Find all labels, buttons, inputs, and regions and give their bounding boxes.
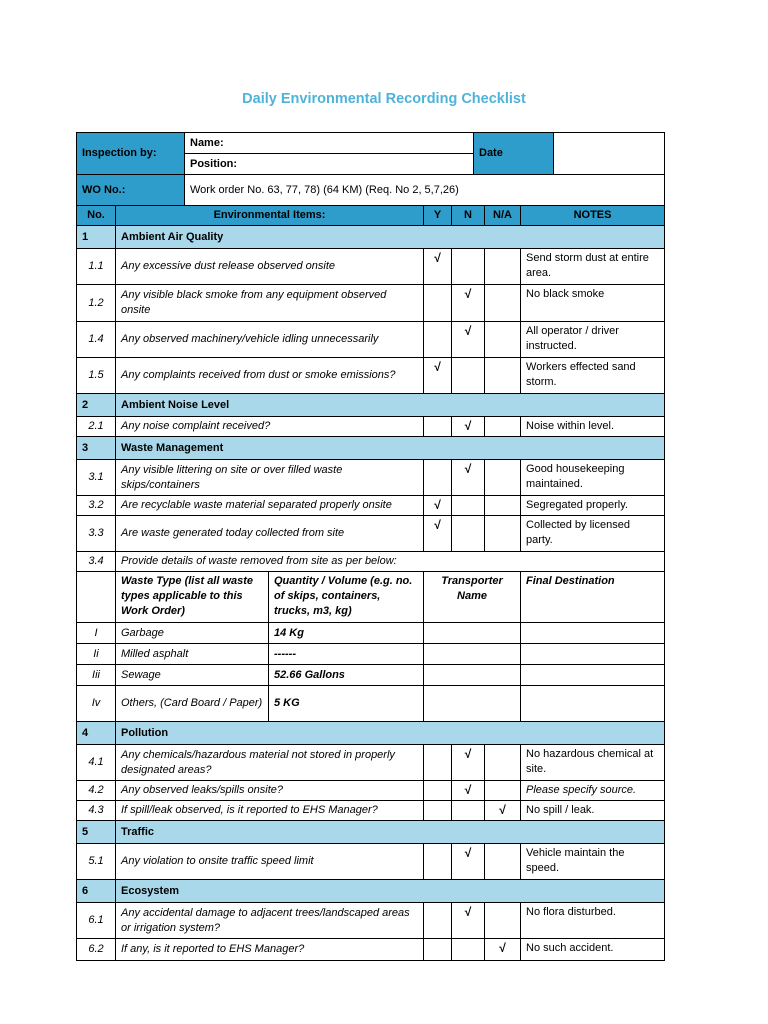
check-y[interactable]: √ [424,249,452,285]
waste-row-number: I [77,623,116,644]
check-na[interactable]: √ [485,939,521,961]
section-row [77,821,665,844]
inspection-by-label: Inspection by: [77,133,185,175]
waste-row [77,686,665,722]
item-number: 2.1 [77,417,116,437]
check-n[interactable]: √ [452,460,485,496]
item-number: 6.1 [77,903,116,939]
waste-qty: ------ [269,644,424,665]
section-row [77,880,665,903]
check-n[interactable]: √ [452,903,485,939]
section-row [77,722,665,745]
waste-header-row [77,572,665,623]
checklist-row [77,417,665,437]
check-n[interactable] [452,801,485,821]
section-title: Pollution [116,722,665,745]
waste-row-number: Iv [77,686,116,722]
check-na[interactable] [485,781,521,801]
check-n[interactable]: √ [452,745,485,781]
waste-qty-header: Quantity / Volume (e.g. no. of skips, containers, trucks, m3, kg) [269,572,424,623]
col-items: Environmental Items: [116,206,424,226]
waste-row [77,665,665,686]
item-text: If any, is it reported to EHS Manager? [116,939,424,961]
wo-value: Work order No. 63, 77, 78) (64 KM) (Req. No 2, 5,7,26) [185,175,665,206]
section-number: 6 [77,880,116,903]
checklist-row [77,903,665,939]
item-note: Segregated properly. [521,496,665,516]
check-na[interactable] [485,460,521,496]
item-text: Any visible black smoke from any equipment observed onsite [116,285,424,322]
waste-destination[interactable] [521,623,665,644]
section-title: Ambient Noise Level [116,394,665,417]
col-n: N [452,206,485,226]
item-text: Any observed machinery/vehicle idling unnecessarily [116,322,424,358]
section-title: Ambient Air Quality [116,226,665,249]
checklist-row [77,552,665,572]
check-na[interactable] [485,496,521,516]
checklist-row [77,358,665,394]
section-number: 5 [77,821,116,844]
item-text: Are waste generated today collected from site [116,516,424,552]
item-text: If spill/leak observed, is it reported to EHS Manager? [116,801,424,821]
item-note: Please specify source. [521,781,665,801]
check-n[interactable]: √ [452,417,485,437]
check-na[interactable]: √ [485,801,521,821]
checklist-row [77,460,665,496]
waste-qty: 5 KG [269,686,424,722]
column-header-row [77,206,665,226]
waste-type: Garbage [116,623,269,644]
checklist-table [76,205,665,961]
checklist-row [77,285,665,322]
check-y[interactable]: √ [424,358,452,394]
check-n[interactable] [452,496,485,516]
check-na[interactable] [485,516,521,552]
date-field[interactable] [554,133,665,175]
checklist-row [77,496,665,516]
checklist-row [77,801,665,821]
col-notes: NOTES [521,206,665,226]
check-y[interactable]: √ [424,496,452,516]
section-row [77,226,665,249]
item-text: Any violation to onsite traffic speed limit [116,844,424,880]
item-number: 3.4 [77,552,116,572]
check-n[interactable] [452,358,485,394]
item-note: No hazardous chemical at site. [521,745,665,781]
check-n[interactable]: √ [452,322,485,358]
checklist-row [77,322,665,358]
check-y[interactable] [424,285,452,322]
section-number: 4 [77,722,116,745]
check-n[interactable] [452,939,485,961]
check-na[interactable] [485,322,521,358]
waste-transporter[interactable] [424,686,521,722]
item-number: 3.2 [77,496,116,516]
check-y[interactable]: √ [424,516,452,552]
check-na[interactable] [485,249,521,285]
item-text: Any accidental damage to adjacent trees/landscaped areas or irrigation system? [116,903,424,939]
item-note: Collected by licensed party. [521,516,665,552]
check-na[interactable] [485,358,521,394]
item-text: Any complaints received from dust or smoke emissions? [116,358,424,394]
check-n[interactable] [452,516,485,552]
item-note: No flora disturbed. [521,903,665,939]
item-note: Noise within level. [521,417,665,437]
check-y[interactable] [424,745,452,781]
waste-transporter[interactable] [424,644,521,665]
section-row [77,394,665,417]
item-number: 1.2 [77,285,116,322]
wo-label: WO No.: [77,175,185,206]
check-na[interactable] [485,903,521,939]
check-y[interactable] [424,844,452,880]
check-y[interactable] [424,322,452,358]
waste-qty: 14 Kg [269,623,424,644]
waste-transporter[interactable] [424,623,521,644]
check-y[interactable] [424,939,452,961]
position-field[interactable]: Position: [185,154,474,175]
section-number: 3 [77,437,116,460]
checklist-container [76,132,664,961]
item-note: No such accident. [521,939,665,961]
check-y[interactable] [424,460,452,496]
item-note: No spill / leak. [521,801,665,821]
check-y[interactable] [424,781,452,801]
header-table [76,132,665,206]
waste-qty: 52.66 Gallons [269,665,424,686]
check-n[interactable]: √ [452,781,485,801]
item-text: Any observed leaks/spills onsite? [116,781,424,801]
check-y[interactable] [424,903,452,939]
item-number: 6.2 [77,939,116,961]
waste-row-number: Ii [77,644,116,665]
item-text: Any noise complaint received? [116,417,424,437]
item-text: Provide details of waste removed from site as per below: [116,552,665,572]
waste-row-number: Iii [77,665,116,686]
item-number: 5.1 [77,844,116,880]
item-number: 3.1 [77,460,116,496]
item-number: 1.5 [77,358,116,394]
item-number: 1.4 [77,322,116,358]
section-title: Waste Management [116,437,665,460]
section-row [77,437,665,460]
waste-row [77,623,665,644]
check-n[interactable]: √ [452,285,485,322]
item-number: 3.3 [77,516,116,552]
waste-header-blank [77,572,116,623]
col-no: No. [77,206,116,226]
item-note: No black smoke [521,285,665,322]
checklist-row [77,516,665,552]
check-na[interactable] [485,285,521,322]
item-note: Vehicle maintain the speed. [521,844,665,880]
waste-type: Milled asphalt [116,644,269,665]
item-number: 1.1 [77,249,116,285]
col-y: Y [424,206,452,226]
checklist-row [77,781,665,801]
check-na[interactable] [485,745,521,781]
item-note: Workers effected sand storm. [521,358,665,394]
checklist-row [77,939,665,961]
waste-destination[interactable] [521,686,665,722]
item-note: Good housekeeping maintained. [521,460,665,496]
item-note: All operator / driver instructed. [521,322,665,358]
waste-type: Others, (Card Board / Paper) [116,686,269,722]
section-title: Ecosystem [116,880,665,903]
check-na[interactable] [485,417,521,437]
waste-type: Sewage [116,665,269,686]
item-text: Any chemicals/hazardous material not stored in properly designated areas? [116,745,424,781]
item-text: Any visible littering on site or over filled waste skips/containers [116,460,424,496]
waste-destination[interactable] [521,644,665,665]
item-text: Are recyclable waste material separated properly onsite [116,496,424,516]
page-title: Daily Environmental Recording Checklist [242,91,526,107]
item-number: 4.3 [77,801,116,821]
waste-destination[interactable] [521,665,665,686]
item-text: Any excessive dust release observed onsite [116,249,424,285]
section-number: 1 [77,226,116,249]
waste-type-header: Waste Type (list all waste types applicable to this Work Order) [116,572,269,623]
check-y[interactable] [424,417,452,437]
checklist-row [77,249,665,285]
section-number: 2 [77,394,116,417]
check-y[interactable] [424,801,452,821]
waste-transporter-header: Transporter Name [424,572,521,623]
check-na[interactable] [485,844,521,880]
checklist-row [77,844,665,880]
name-field[interactable]: Name: [185,133,474,154]
check-n[interactable] [452,249,485,285]
item-number: 4.1 [77,745,116,781]
waste-transporter[interactable] [424,665,521,686]
item-note: Send storm dust at entire area. [521,249,665,285]
col-na: N/A [485,206,521,226]
check-n[interactable]: √ [452,844,485,880]
waste-destination-header: Final Destination [521,572,665,623]
section-title: Traffic [116,821,665,844]
checklist-row [77,745,665,781]
item-number: 4.2 [77,781,116,801]
date-label: Date [474,133,554,175]
waste-row [77,644,665,665]
